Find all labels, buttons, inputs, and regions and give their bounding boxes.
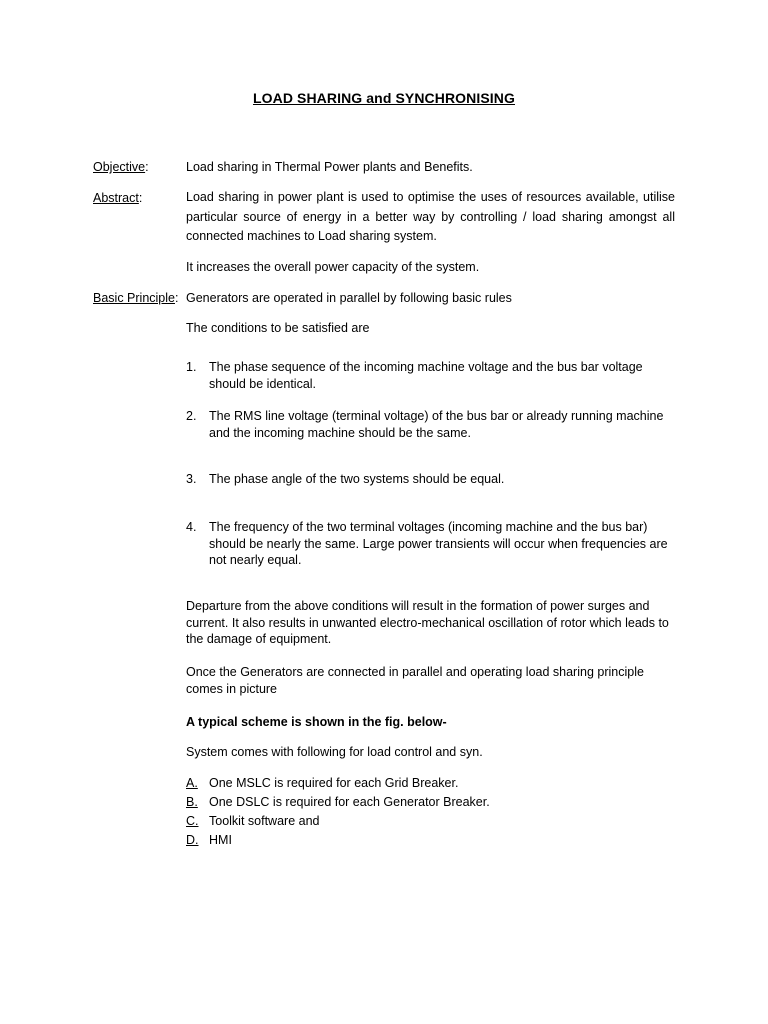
- basic-principle-text: Generators are operated in parallel by following basic rules: [186, 291, 512, 305]
- departure-paragraph: Departure from the above conditions will result in the formation of power surges and current. It also results in unwanted electro-mechanical oscillation of rotor which leads to the damage of equipment.: [186, 599, 669, 646]
- abstract-text-2: It increases the overall power capacity of the system.: [186, 260, 480, 274]
- basic-principle-label-text: Basic Principle: [93, 291, 175, 305]
- objective-text: Load sharing in Thermal Power plants and Benefits.: [186, 160, 473, 174]
- system-item-c-letter: C.: [186, 814, 199, 828]
- system-intro-text: System comes with following for load control and syn.: [186, 745, 483, 759]
- page-title: LOAD SHARING and SYNCHRONISING: [252, 90, 515, 106]
- system-item-b-text: One DSLC is required for each Generator Breaker.: [209, 795, 490, 809]
- objective-label: [93, 158, 149, 177]
- once-paragraph: Once the Generators are connected in parallel and operating load sharing principle comes in picture: [186, 665, 644, 696]
- conditions-intro: The conditions to be satisfied are: [186, 321, 370, 335]
- typical-scheme-text: A typical scheme is shown in the fig. below-: [186, 715, 447, 729]
- condition-2-text: The RMS line voltage (terminal voltage) of the bus bar or already running machine and the incoming machine should be the same.: [209, 409, 664, 440]
- abstract-colon: :: [138, 191, 143, 205]
- condition-1-number: 1.: [186, 360, 197, 374]
- condition-3-text: The phase angle of the two systems should be equal.: [209, 472, 505, 486]
- system-item-c-text: Toolkit software and: [209, 814, 320, 828]
- system-item-d-letter: D.: [186, 833, 199, 847]
- system-item-d-text: HMI: [209, 833, 232, 847]
- system-item-b-letter: B.: [186, 795, 198, 809]
- condition-1-text: The phase sequence of the incoming machine voltage and the bus bar voltage should be identical.: [209, 360, 643, 391]
- condition-4-number: 4.: [186, 520, 197, 534]
- condition-4-text: The frequency of the two terminal voltages (incoming machine and the bus bar) should be nearly the same. Large power transients will occur when frequencies are not nearly equal.: [209, 520, 668, 567]
- abstract-label: [93, 189, 142, 208]
- objective-colon: :: [145, 160, 149, 174]
- system-item-a-letter: A.: [186, 776, 198, 790]
- basic-principle-label: [93, 289, 178, 308]
- system-item-a-text: One MSLC is required for each Grid Breaker.: [209, 776, 459, 790]
- basic-principle-colon: :: [174, 291, 179, 305]
- condition-3-number: 3.: [186, 472, 197, 486]
- objective-label-text: Objective: [93, 160, 146, 174]
- abstract-label-text: Abstract: [93, 191, 139, 205]
- condition-2-number: 2.: [186, 409, 197, 423]
- abstract-text: Load sharing in power plant is used to optimise the uses of resources available, utilise particular source of energy in a better way by controlling / load sharing amongst all connected machines to Load sharing system.: [186, 190, 675, 243]
